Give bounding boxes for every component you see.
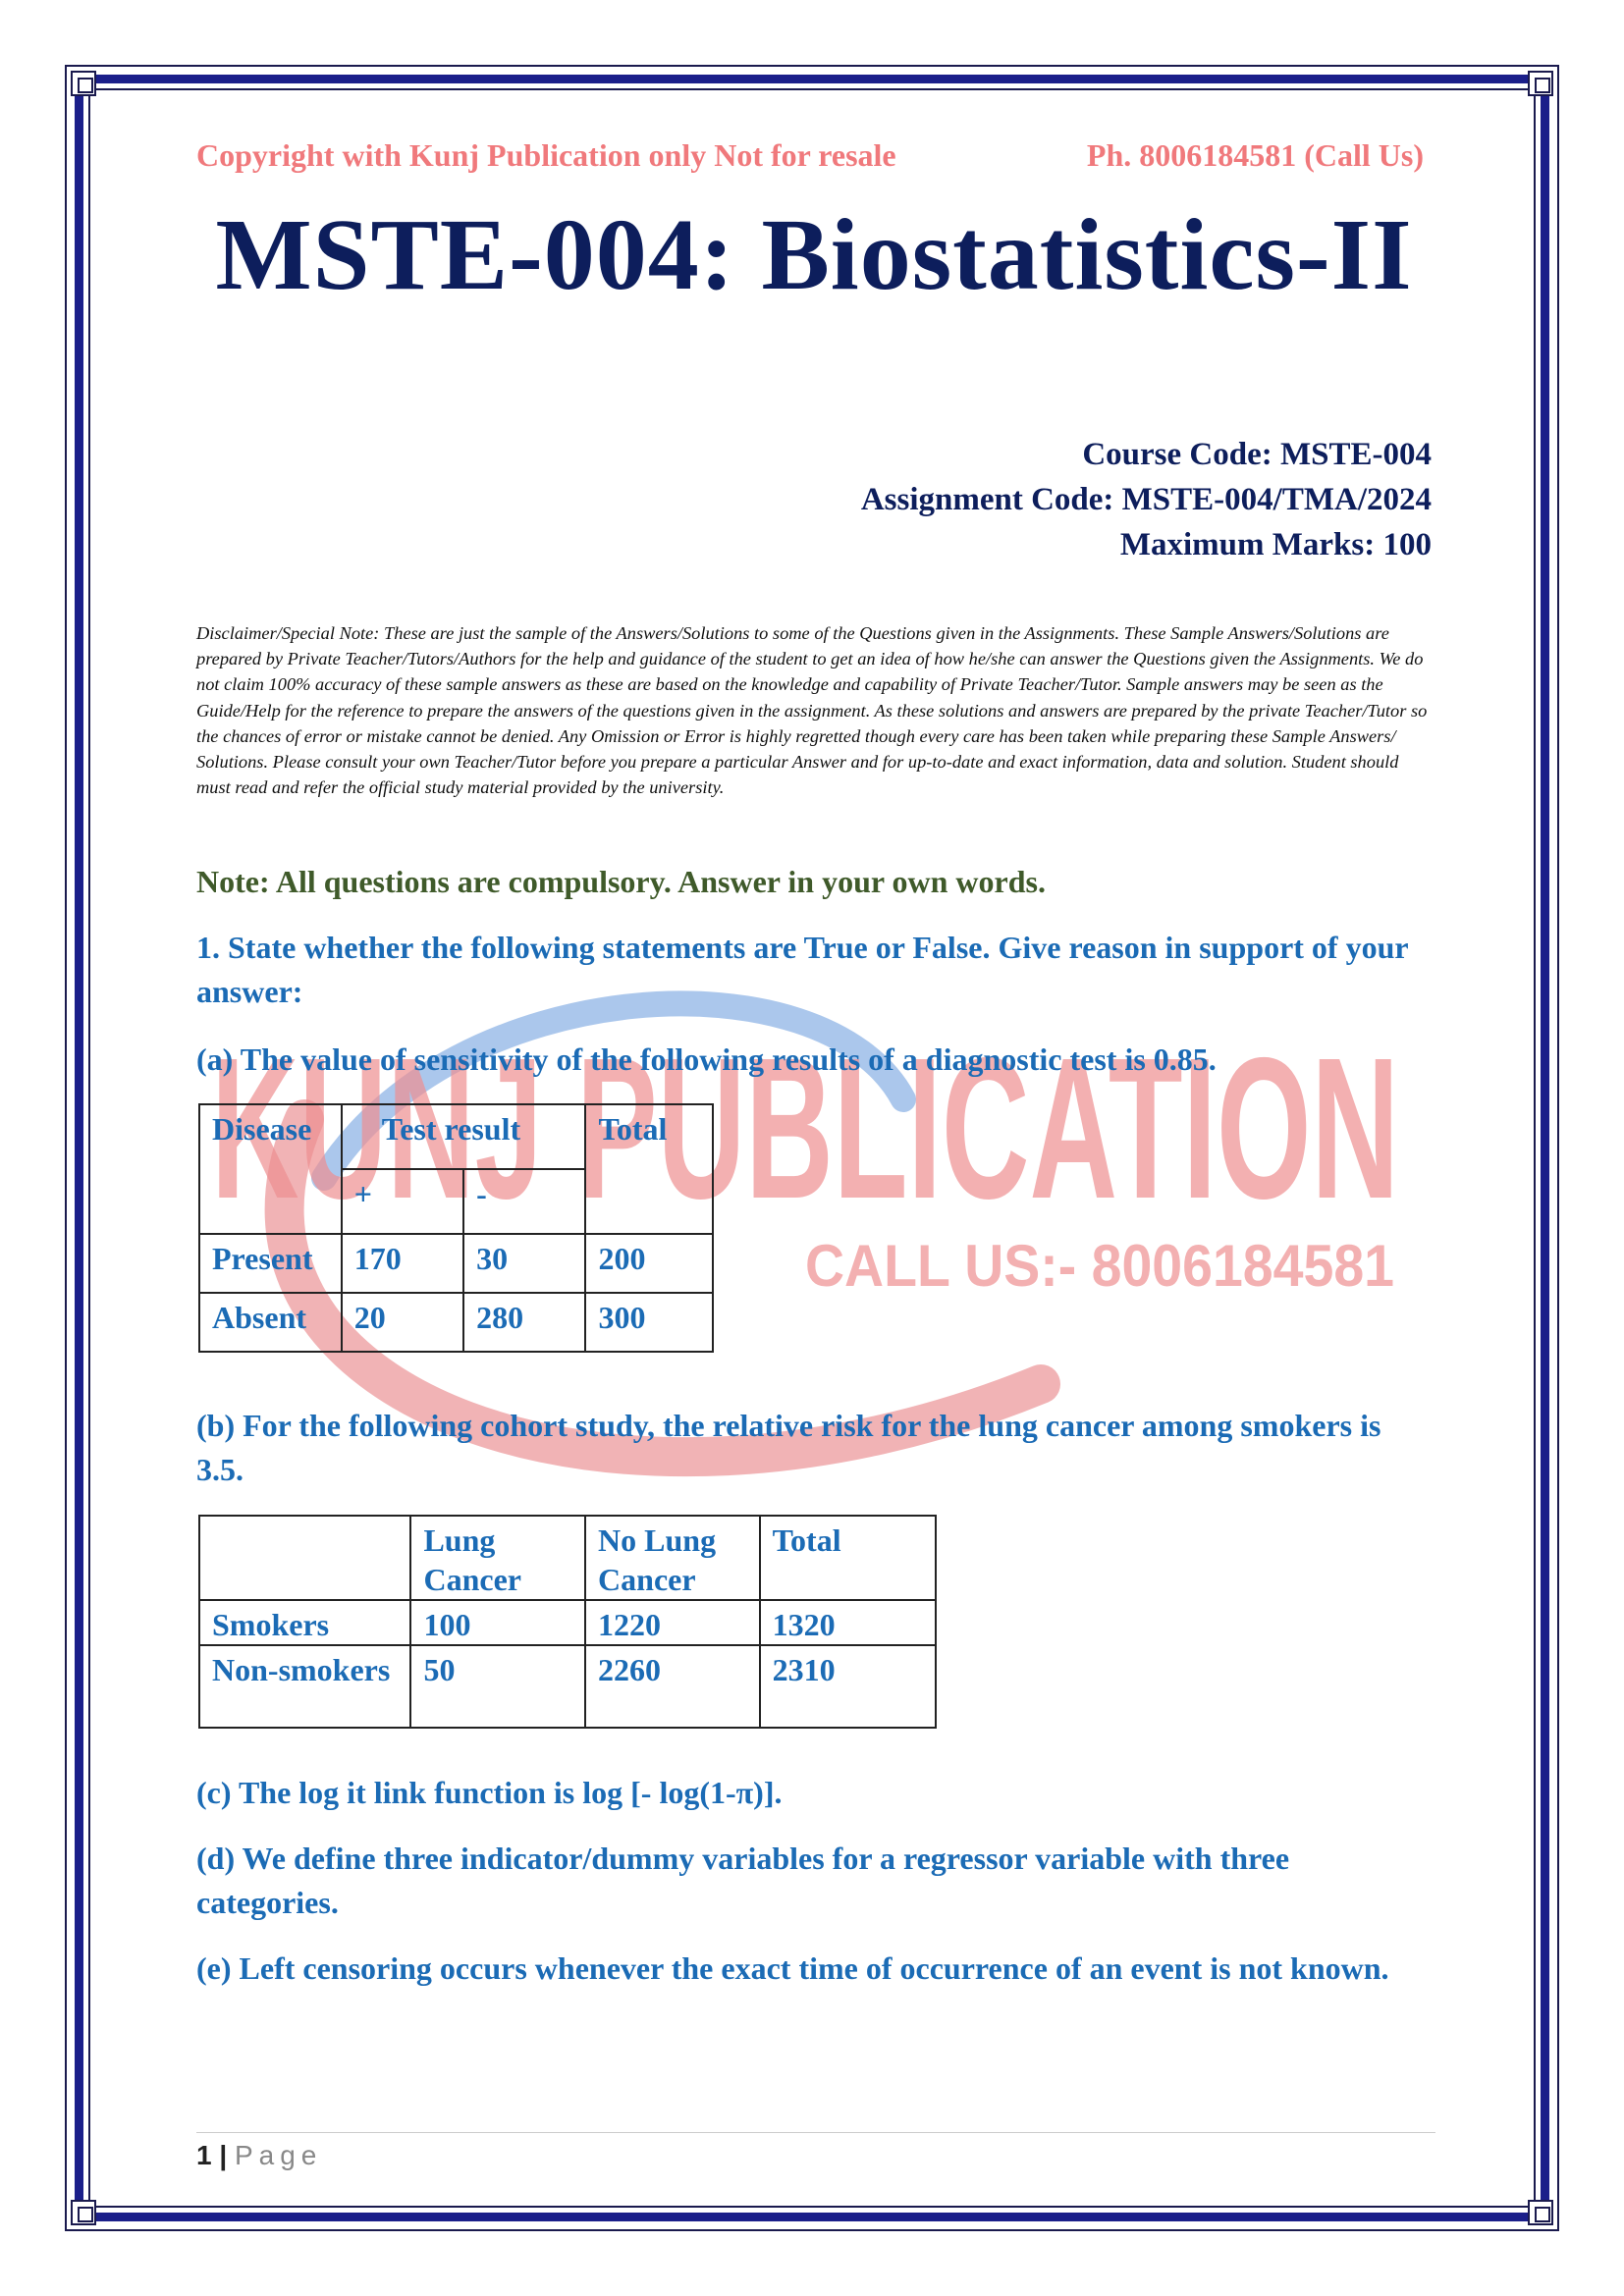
phone-text: Ph. 8006184581 (Call Us) (1086, 137, 1424, 173)
corner-ornament-bottom-right (1528, 2200, 1553, 2225)
corner-ornament-bottom-left (71, 2200, 96, 2225)
diagnostic-test-table (198, 1103, 714, 1353)
assignment-codes (861, 432, 1432, 567)
table-header: No Lung Cancer (585, 1516, 760, 1600)
table-header: Total (585, 1104, 713, 1234)
copyright-text: Copyright with Kunj Publication only Not for resale (196, 137, 896, 173)
table-header: - (463, 1169, 585, 1234)
course-code: Course Code: MSTE-004 (1082, 437, 1432, 472)
table-row (199, 1293, 713, 1352)
question-1e: (e) Left censoring occurs whenever the exact time of occurrence of an event is not known. (196, 1950, 1389, 1986)
table-cell: 50 (410, 1645, 585, 1728)
table-cell: 1320 (760, 1600, 936, 1645)
table-row (199, 1645, 936, 1728)
page-title: MSTE-004: Biostatistics-II (215, 198, 1413, 311)
watermark-brand: KUNJ PUBLICATION (211, 1016, 1399, 1241)
watermark-call: CALL US:- 8006184581 (805, 1233, 1394, 1299)
footer-rule (196, 2132, 1435, 2133)
table-cell: 100 (410, 1600, 585, 1645)
table-cell: Non-smokers (199, 1645, 410, 1728)
corner-ornament-top-right (1528, 71, 1553, 96)
note: Note: All questions are compulsory. Answer in your own words. (196, 864, 1046, 899)
question-1d: (d) We define three indicator/dummy variables for a regressor variable with three categories. (196, 1841, 1290, 1920)
table-cell: 280 (463, 1293, 585, 1352)
table-cell: Present (199, 1234, 342, 1293)
question-1c: (c) The log it link function is log [- log(1-π)]. (196, 1775, 783, 1810)
table-header: Total (760, 1516, 936, 1600)
table-header: Disease (199, 1104, 342, 1234)
question-1a: (a) The value of sensitivity of the following results of a diagnostic test is 0.85. (196, 1041, 1217, 1077)
table-cell: Absent (199, 1293, 342, 1352)
assignment-code: Assignment Code: MSTE-004/TMA/2024 (860, 482, 1432, 517)
table-header (199, 1516, 410, 1600)
table-cell: 300 (585, 1293, 713, 1352)
table-header: Test result (342, 1104, 586, 1169)
page-number: 1 (196, 2140, 212, 2170)
corner-ornament-top-left (71, 71, 96, 96)
table-header: + (342, 1169, 463, 1234)
question-1: 1. State whether the following statements are True or False. Give reason in support of your answer: (196, 930, 1408, 1009)
question-1b: (b) For the following cohort study, the relative risk for the lung cancer among smokers is 3.5. (196, 1408, 1381, 1487)
page-label: Page (234, 2140, 323, 2170)
page-footer (196, 2140, 322, 2171)
maximum-marks: Maximum Marks: 100 (1119, 527, 1432, 562)
table-cell: 2260 (585, 1645, 760, 1728)
table-cell: 2310 (760, 1645, 936, 1728)
table-cell: 20 (342, 1293, 463, 1352)
table-header: Lung Cancer (410, 1516, 585, 1600)
table-cell: Smokers (199, 1600, 410, 1645)
table-cell: 30 (463, 1234, 585, 1293)
table-cell: 200 (585, 1234, 713, 1293)
page-separator: | (219, 2140, 228, 2170)
cohort-study-table (198, 1515, 937, 1729)
table-row (199, 1600, 936, 1645)
copyright-line (196, 137, 1432, 174)
disclaimer: Disclaimer/Special Note: These are just the sample of the Answers/Solutions to some of the Questions given in the Assignments. These Sample Answers/Solutions are prepared by Private Teacher/Tutors/Authors for the help and guidance of the student to get an idea of how he/she can answer the Questions given the Assignments. We do not claim 100% accuracy of these sample answers as these are based on the knowledge and capability of Private Teacher/Tutor. Sample answers may be seen as the Guide/Help for the reference to prepare the answers of the questions given in the assignment. As these solutions and answers are prepared by the private Teacher/Tutor so the chances of error or mistake cannot be denied. Any Omission or Error is highly regretted though every care has been taken while preparing these Sample Answers/ Solutions. Please consult your own Teacher/Tutor before you prepare a particular Answer and for up-to-date and exact information, data and solution. Student should must read and refer the official study material provided by the university. (196, 623, 1428, 798)
table-row (199, 1234, 713, 1293)
table-cell: 170 (342, 1234, 463, 1293)
table-cell: 1220 (585, 1600, 760, 1645)
